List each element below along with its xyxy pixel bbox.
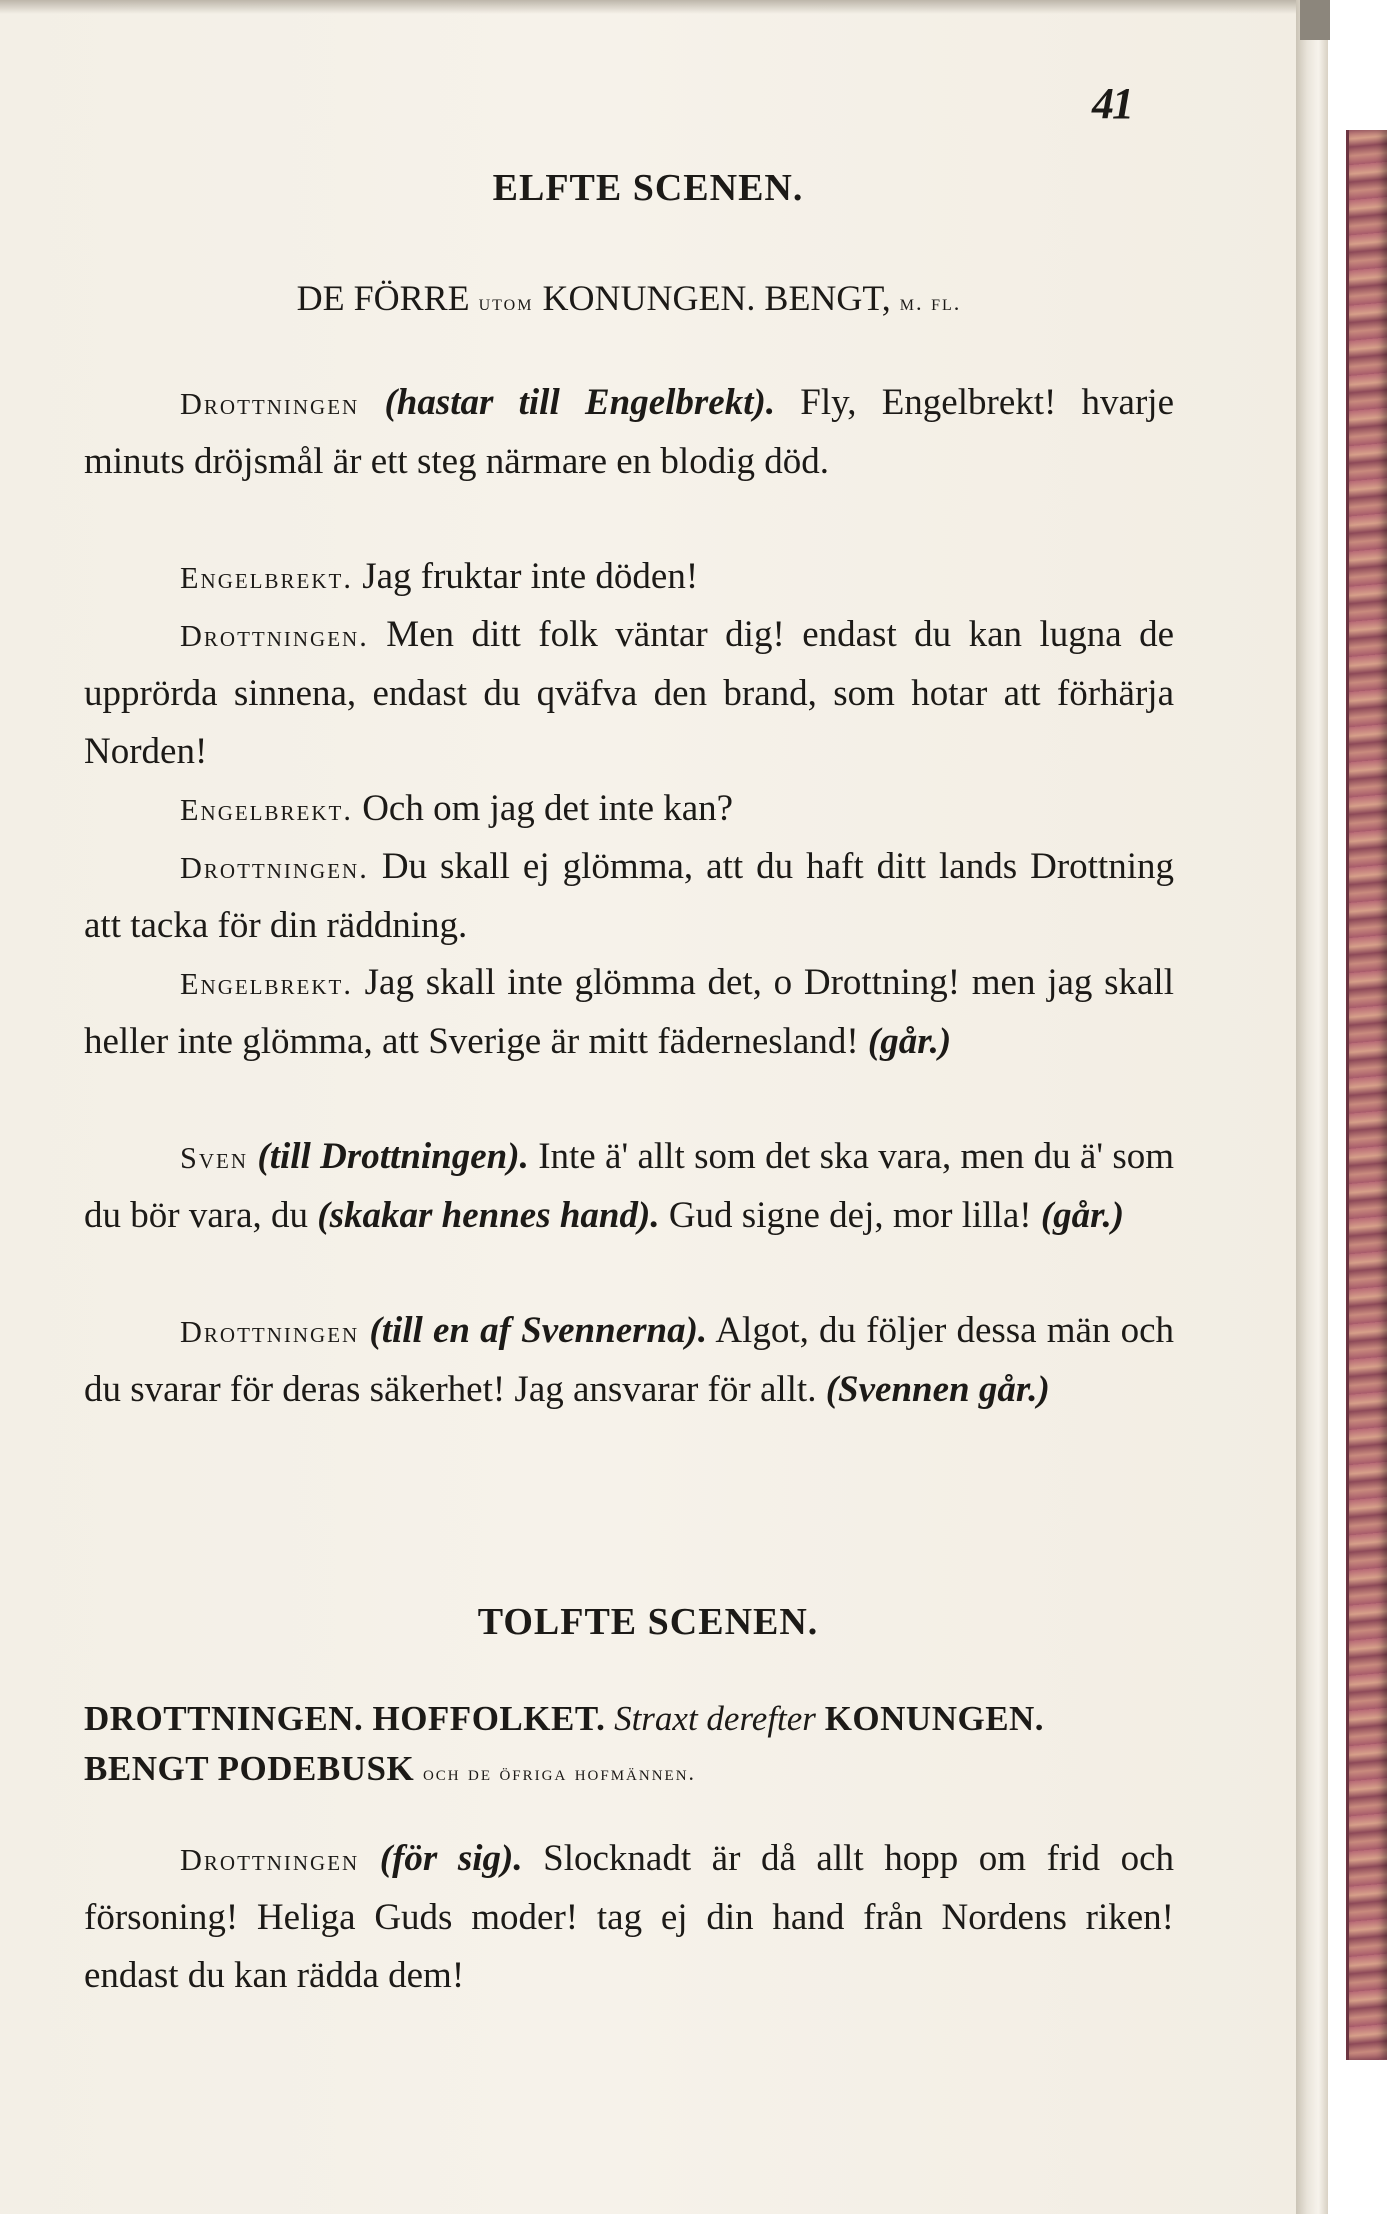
speaker-name: Drottningen [180, 1315, 360, 1349]
stage-direction: (skakar hennes hand). [317, 1195, 660, 1236]
dialogue-line [84, 1128, 1174, 1245]
dialogue-line [84, 838, 1174, 955]
dialogue-text: Algot, du följer dessa män och du svarar för deras säkerhet! Jag ansvarar för allt. [84, 1310, 1175, 1410]
page-edge [1296, 0, 1328, 2214]
dialogue-text: Men ditt folk väntar dig! endast du kan lugna de upprörda sinnena, endast du qväfva den brand, som hotar att förhärja Norden! [84, 614, 1174, 772]
speaker-name: Drottningen [180, 1843, 360, 1877]
stage-direction: (Svennen går.) [825, 1369, 1050, 1410]
scene-heading-12: TOLFTE SCENEN. [477, 1601, 819, 1643]
speaker-name: Engelbrekt. [180, 967, 353, 1001]
speaker-name: Drottningen. [180, 851, 369, 885]
scene-11-cast [84, 270, 1174, 331]
scene-12-cast [84, 1694, 1174, 1798]
dialogue-text: Jag skall inte glömma det, o Drottning! men jag skall heller inte glömma, att Sverige är mitt fädernesland! [84, 962, 1174, 1062]
dialogue-line [84, 548, 1174, 607]
binding-shadow [1300, 0, 1330, 40]
page-number: 41 [1092, 79, 1132, 128]
cast-part: DE FÖRRE [296, 278, 470, 318]
stage-direction: (till en af Svennerna). [369, 1310, 708, 1351]
speaker-name: Drottningen. [180, 619, 369, 653]
dialogue-text: Du skall ej glömma, att du haft ditt lands Drottning att tacka för din räddning. [84, 846, 1174, 946]
speaker-name: Engelbrekt. [180, 561, 353, 595]
cast-part: KONUNGEN. BENGT PODEBUSK [84, 1699, 1045, 1788]
marbled-cover [1346, 130, 1387, 2060]
speaker-name: Sven [180, 1141, 249, 1175]
speaker-name: Engelbrekt. [180, 793, 353, 827]
cast-part: KONUNGEN. BENGT, [542, 278, 891, 318]
dialogue-text: Gud signe dej, mor lilla! [668, 1195, 1032, 1236]
stage-direction: (går.) [867, 1021, 952, 1062]
cast-part: utom [478, 290, 534, 315]
stage-direction: (hastar till Engelbrekt). [384, 382, 776, 423]
cast-part: DROTTNINGEN. HOFFOLKET. [84, 1699, 606, 1738]
dialogue-text: Slocknadt är då allt hopp om frid och försoning! Heliga Guds moder! tag ej din hand från Nordens riken! endast du kan rädda dem! [84, 1838, 1174, 1996]
scene-heading-11: ELFTE SCENEN. [492, 167, 804, 209]
dialogue-text: Inte ä' allt som det ska vara, men du ä' som du bör vara, du [84, 1136, 1175, 1236]
dialogue-text: Jag fruktar inte döden! [362, 556, 699, 597]
cast-part: Straxt derefter [614, 1699, 816, 1738]
speaker-name: Drottningen [180, 387, 360, 421]
dialogue-line [84, 1830, 1174, 2005]
dialogue-line [84, 780, 1174, 839]
dialogue-text: Fly, Engelbrekt! hvarje minuts dröjsmål är ett steg närmare en blodig död. [84, 382, 1175, 482]
cast-part: och de öfriga hofmännen. [422, 1761, 696, 1785]
dialogue-line [84, 1302, 1174, 1419]
dialogue-line [84, 374, 1174, 491]
cast-part: m. fl. [899, 290, 962, 315]
stage-direction: (till Drottningen). [257, 1136, 529, 1177]
dialogue-text: Och om jag det inte kan? [362, 788, 734, 829]
dialogue-line [84, 954, 1174, 1071]
dialogue-line [84, 606, 1174, 781]
stage-direction: (för sig). [379, 1838, 523, 1879]
stage-direction: (går.) [1040, 1195, 1125, 1236]
